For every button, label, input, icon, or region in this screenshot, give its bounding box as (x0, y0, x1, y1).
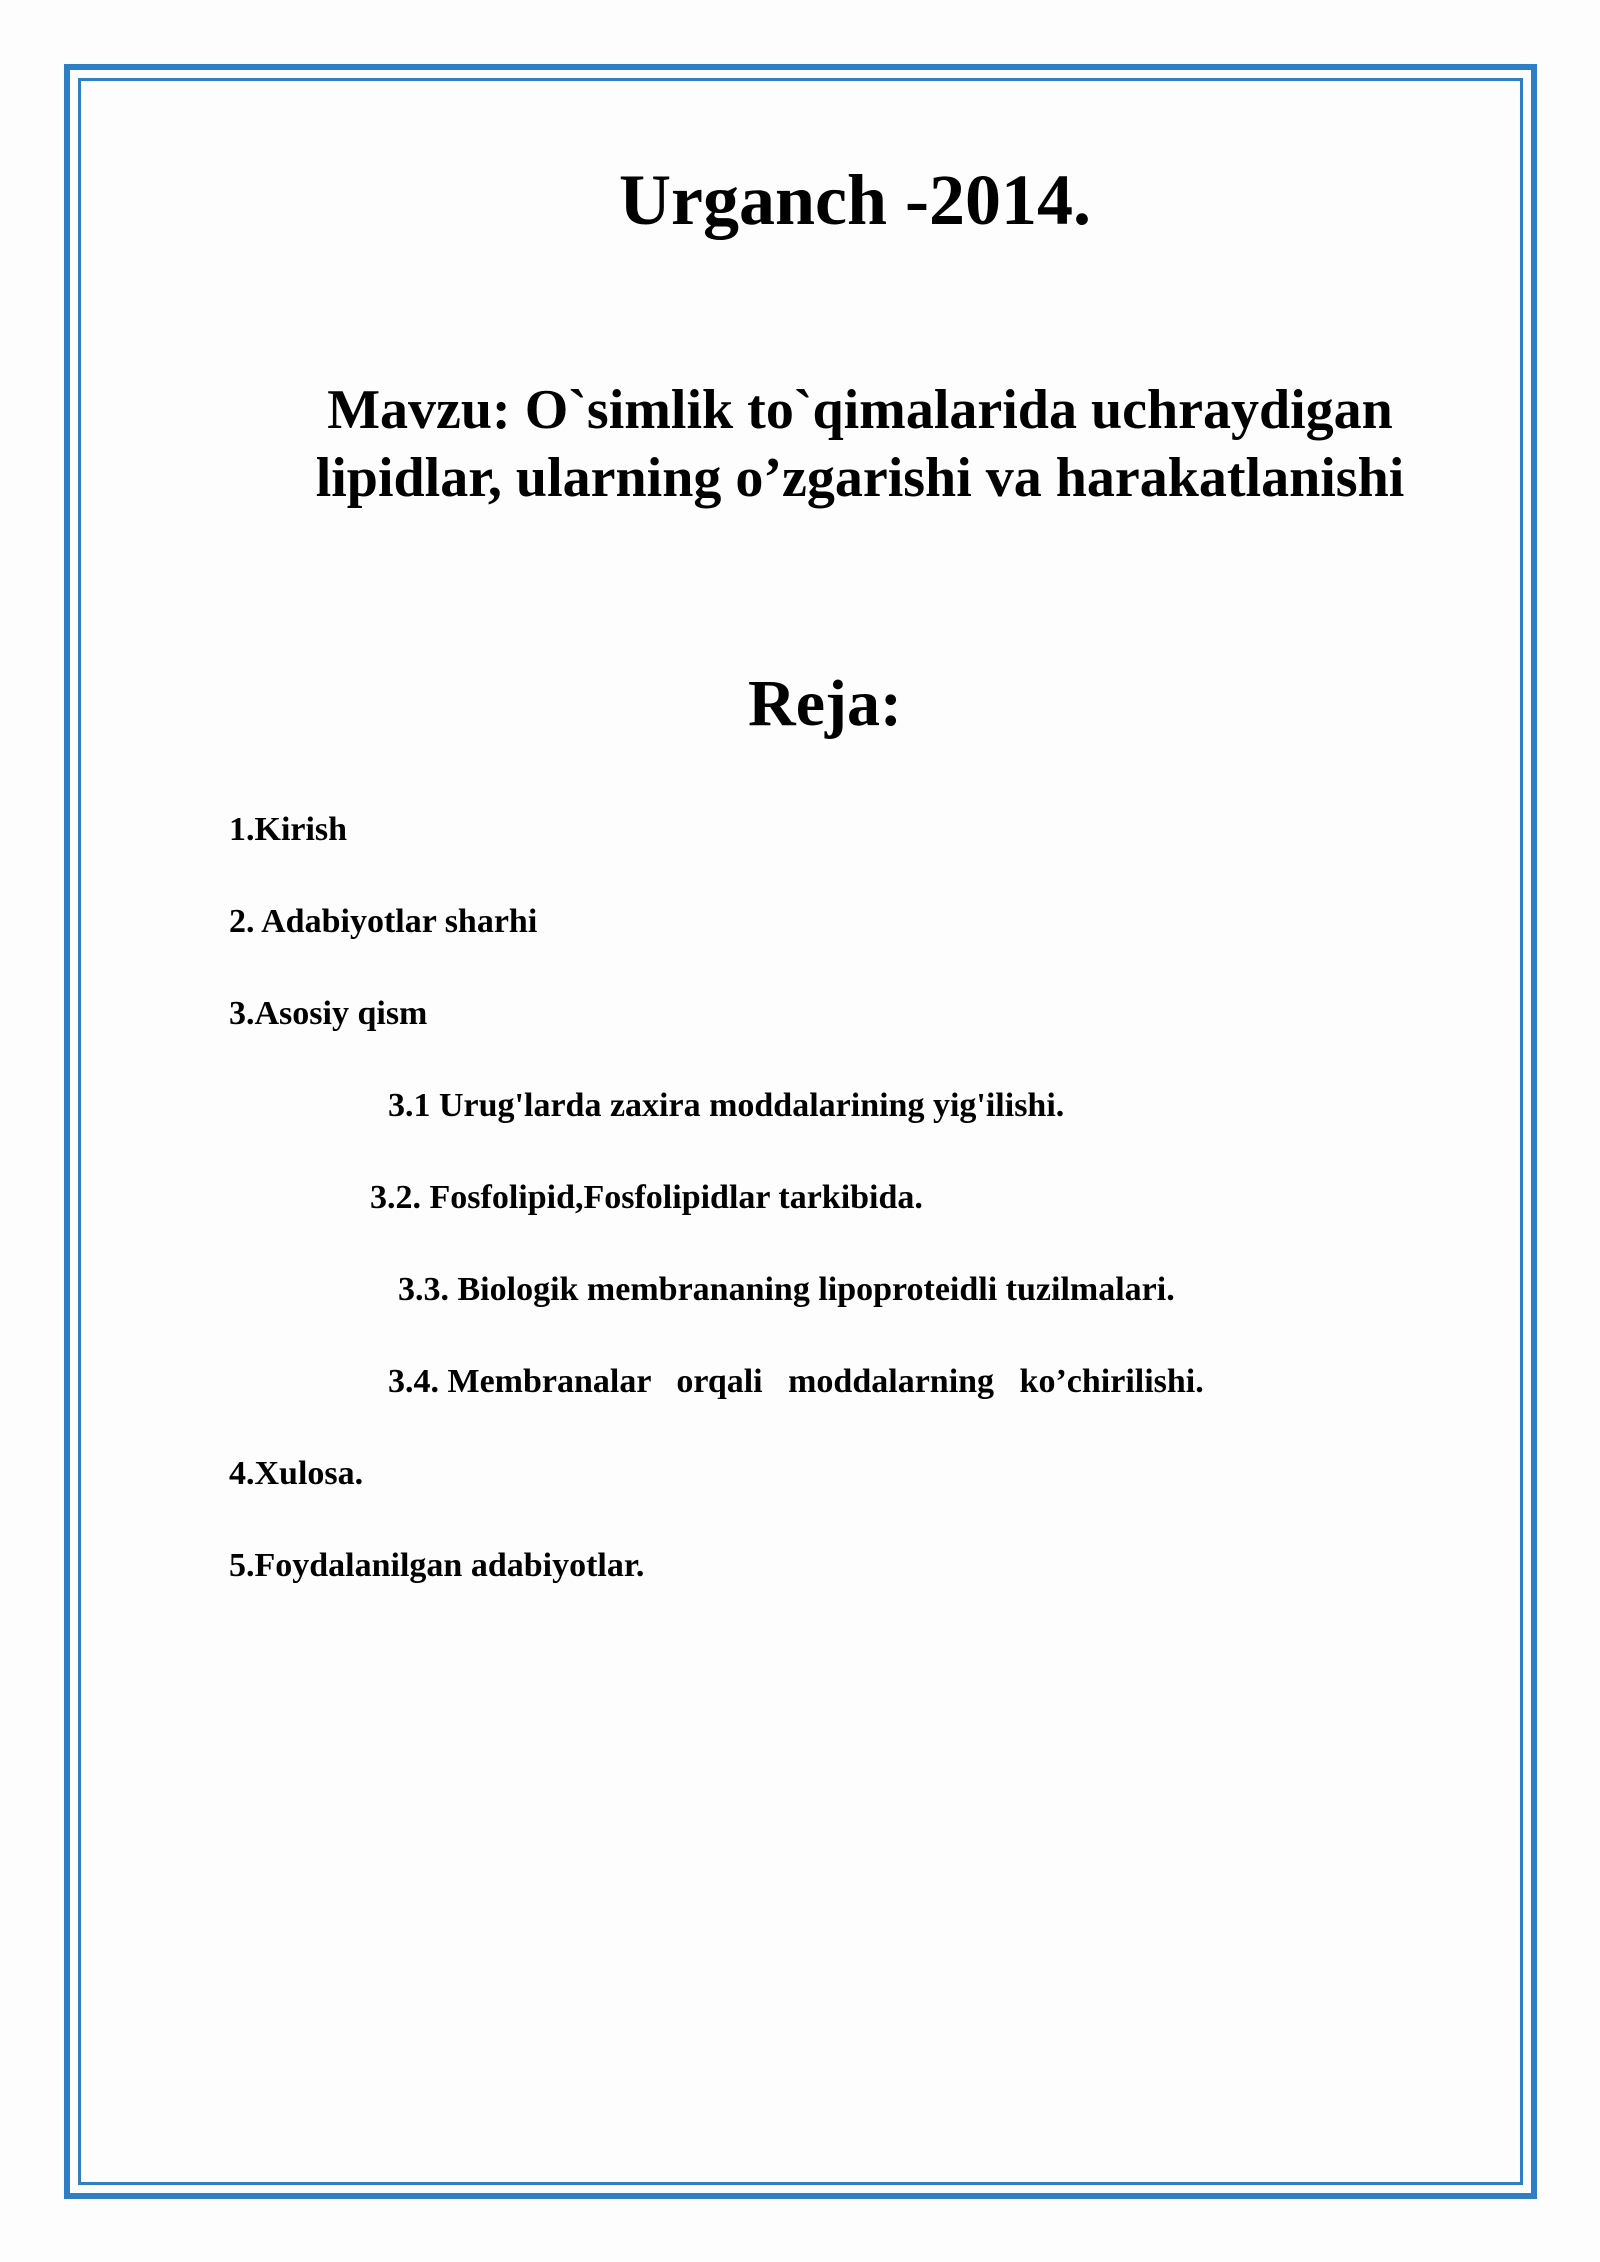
plan-item-literature-review: 2. Adabiyotlar sharhi (229, 903, 538, 940)
plan-item-main-part: 3.Asosiy qism (229, 995, 428, 1032)
document-title: Urganch -2014. (619, 160, 1091, 240)
plan-item-3-3: 3.3. Biologik membrananing lipoproteidli tuzilmalari. (398, 1271, 1175, 1308)
plan-item-conclusion: 4.Xulosa. (229, 1455, 364, 1492)
plan-item-3-1: 3.1 Urug'larda zaxira moddalarining yig'ilishi. (388, 1087, 1065, 1124)
plan-item-3-4: 3.4. Membranalar orqali moddalarning ko’chirilishi. (388, 1363, 1204, 1400)
plan-item-references: 5.Foydalanilgan adabiyotlar. (229, 1547, 645, 1584)
topic-heading: Mavzu: O`simlik to`qimalarida uchraydigan lipidlar, ularning o’zgarishi va harakatlanishi (315, 379, 1405, 509)
plan-item-introduction: 1.Kirish (229, 811, 348, 848)
plan-item-3-2: 3.2. Fosfolipid,Fosfolipidlar tarkibida. (370, 1179, 923, 1216)
plan-heading: Reja: (748, 667, 902, 740)
